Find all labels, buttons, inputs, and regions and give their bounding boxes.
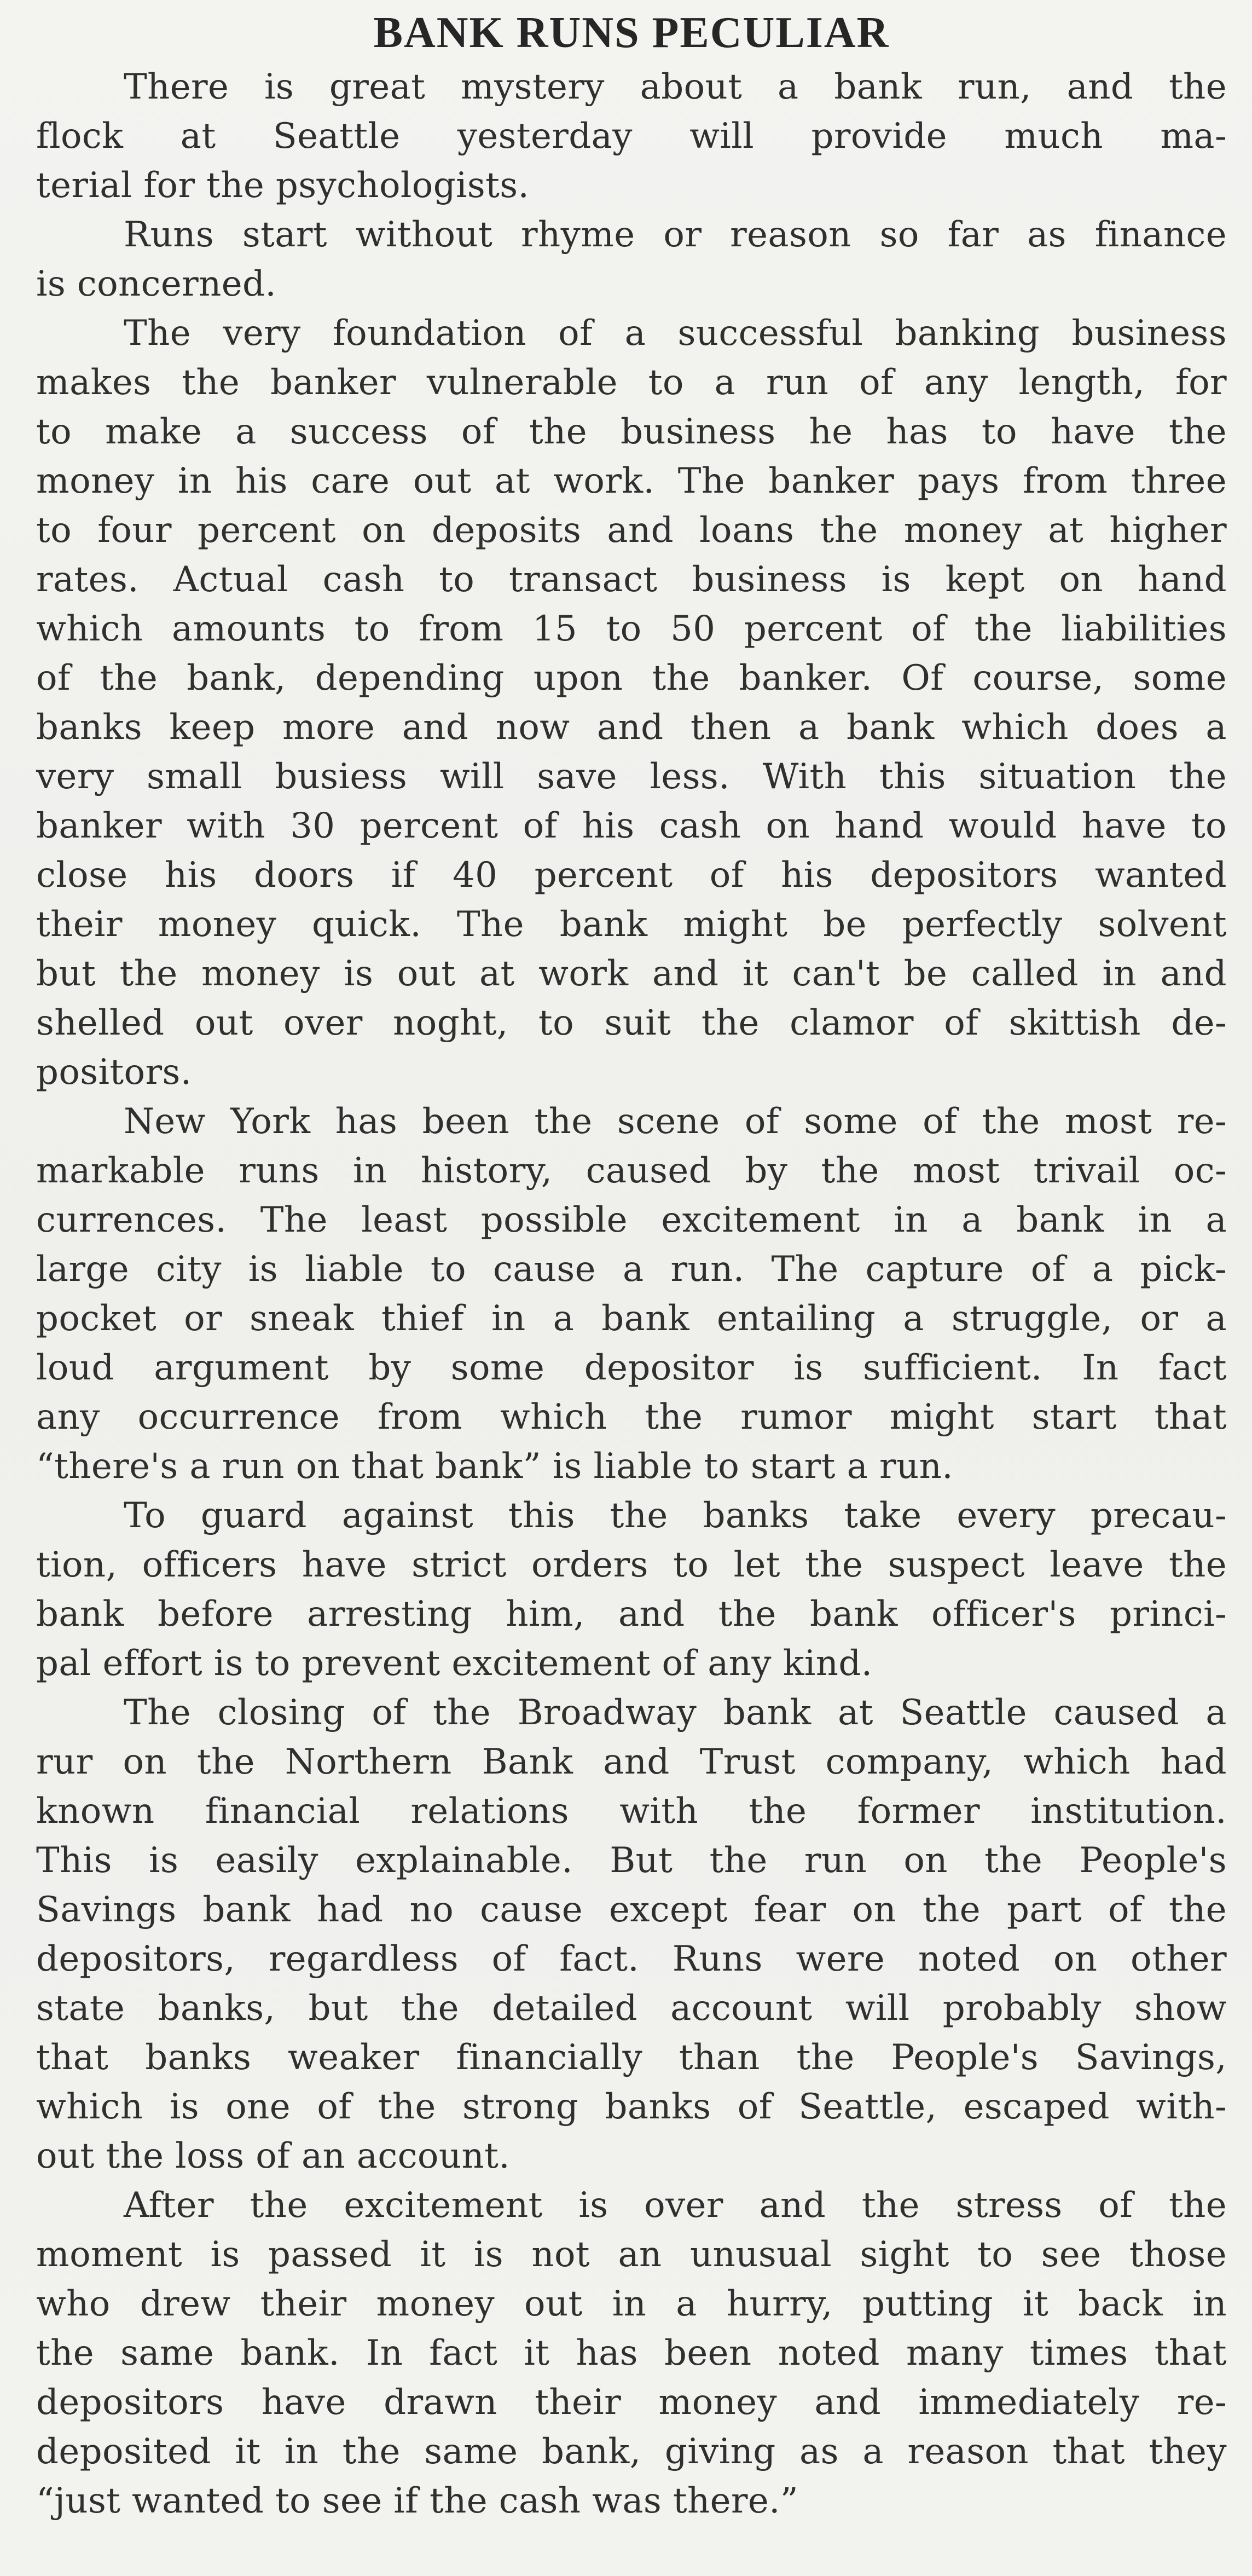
article-line: rur on the Northern Bank and Trust company, which had xyxy=(36,1742,1227,1782)
article-line: money in his care out at work. The banker pays from three xyxy=(36,461,1227,501)
article-paragraph xyxy=(36,1491,1227,1688)
article-line: banker with 30 percent of his cash on hand would have to xyxy=(36,806,1227,846)
article-line: to make a success of the business he has to have the xyxy=(36,412,1227,452)
article-line: known financial relations with the former institution. xyxy=(36,1791,1227,1832)
article-line: state banks, but the detailed account will probably show xyxy=(36,1988,1227,2029)
article-line: markable runs in history, caused by the most trivail oc- xyxy=(36,1151,1227,1191)
article-body xyxy=(36,62,1227,2526)
article-paragraph xyxy=(36,1097,1227,1491)
article-paragraph xyxy=(36,210,1227,309)
article-line: bank before arresting him, and the bank officer's princi- xyxy=(36,1594,1227,1634)
article-line: depositors have drawn their money and immediately re- xyxy=(36,2382,1227,2423)
article-line: terial for the psychologists. xyxy=(36,165,530,206)
article-line: rates. Actual cash to transact business is kept on hand xyxy=(36,559,1227,600)
article-column xyxy=(36,7,1227,2526)
article-line: pocket or sneak thief in a bank entailing a struggle, or a xyxy=(36,1298,1227,1339)
article-line: large city is liable to cause a run. The capture of a pick- xyxy=(36,1249,1227,1290)
article-line: to four percent on deposits and loans the money at higher xyxy=(36,510,1227,551)
article-line: positors. xyxy=(36,1052,192,1093)
article-line: their money quick. The bank might be perfectly solvent xyxy=(36,904,1227,945)
article-line: of the bank, depending upon the banker. Of course, some xyxy=(36,658,1227,698)
article-line: shelled out over noght, to suit the clamor of skittish de- xyxy=(36,1003,1227,1043)
article-line: tion, officers have strict orders to let the suspect leave the xyxy=(36,1545,1227,1585)
article-line: is concerned. xyxy=(36,264,277,304)
article-line: “there's a run on that bank” is liable to start a run. xyxy=(36,1446,953,1487)
article-line: Savings bank had no cause except fear on the part of the xyxy=(36,1890,1227,1930)
article-line: moment is passed it is not an unusual sight to see those xyxy=(36,2234,1227,2275)
article-line: There is great mystery about a bank run, and the xyxy=(124,67,1227,107)
article-paragraph xyxy=(36,62,1227,210)
article-headline: BANK RUNS PECULIAR xyxy=(373,9,890,57)
article-line: Runs start without rhyme or reason so far as finance xyxy=(124,215,1227,255)
article-paragraph xyxy=(36,2181,1227,2526)
article-paragraph xyxy=(36,1688,1227,2181)
article-line: “just wanted to see if the cash was there.” xyxy=(36,2481,799,2521)
article-line: currences. The least possible excitement in a bank in a xyxy=(36,1200,1227,1240)
article-line: the same bank. In fact it has been noted many times that xyxy=(36,2333,1227,2373)
article-line: who drew their money out in a hurry, putting it back in xyxy=(36,2284,1227,2324)
article-line: depositors, regardless of fact. Runs were noted on other xyxy=(36,1939,1227,1979)
article-line: makes the banker vulnerable to a run of any length, for xyxy=(36,362,1227,403)
article-line: out the loss of an account. xyxy=(36,2136,510,2176)
article-line: which amounts to from 15 to 50 percent of the liabilities xyxy=(36,609,1227,649)
article-line: banks keep more and now and then a bank which does a xyxy=(36,707,1227,748)
article-paragraph xyxy=(36,309,1227,1097)
article-line: To guard against this the banks take every precau- xyxy=(124,1495,1227,1536)
article-line: After the excitement is over and the stress of the xyxy=(124,2185,1227,2226)
article-line: flock at Seattle yesterday will provide much ma- xyxy=(36,116,1227,157)
article-line: loud argument by some depositor is sufficient. In fact xyxy=(36,1348,1227,1388)
article-line: deposited it in the same bank, giving as a reason that they xyxy=(36,2431,1227,2472)
article-line: close his doors if 40 percent of his depositors wanted xyxy=(36,855,1227,896)
article-line: but the money is out at work and it can't be called in and xyxy=(36,954,1227,994)
article-line: New York has been the scene of some of the most re- xyxy=(124,1101,1227,1142)
article-line: any occurrence from which the rumor might start that xyxy=(36,1397,1227,1437)
article-line: very small busiess will save less. With this situation the xyxy=(36,756,1227,797)
article-line: that banks weaker financially than the People's Savings, xyxy=(36,2037,1227,2078)
article-line: which is one of the strong banks of Seattle, escaped with- xyxy=(36,2087,1227,2127)
article-line: The closing of the Broadway bank at Seattle caused a xyxy=(124,1693,1227,1733)
article-line: The very foundation of a successful banking business xyxy=(124,313,1227,354)
article-line: pal effort is to prevent excitement of any kind. xyxy=(36,1643,873,1684)
article-line: This is easily explainable. But the run on the People's xyxy=(36,1840,1227,1881)
